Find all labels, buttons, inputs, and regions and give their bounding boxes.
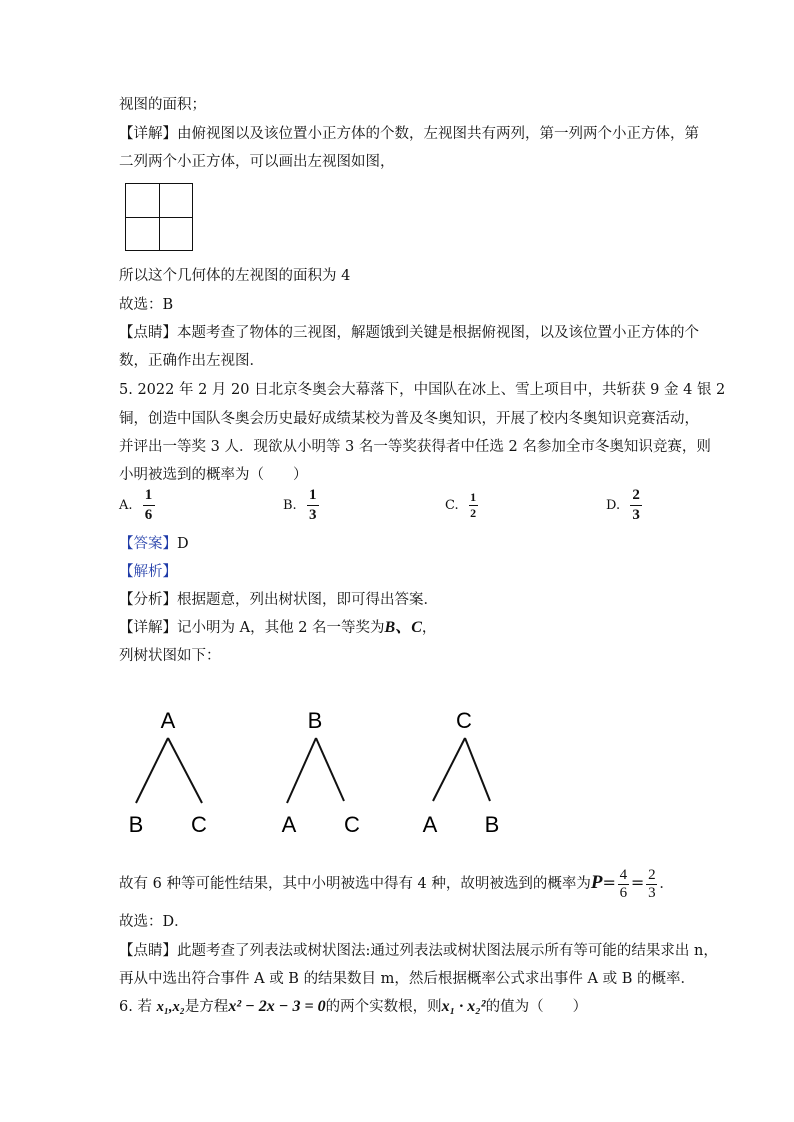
option-a-label: A. xyxy=(119,498,133,513)
q5-dianjing-line-2: 再从中选出符合事件 A 或 B 的结果数目 m，然后根据概率公式求出事件 A 或 B 的概率． xyxy=(119,971,695,987)
dianjing-tag: 【点睛】 xyxy=(119,325,177,341)
result-text: 故有 6 种等可能性结果，其中小明被选中得有 4 种，故明被选到的概率为 xyxy=(119,876,591,892)
tree-intro: 列树状图如下： xyxy=(119,648,221,664)
result-fraction-1: $\frac{4}{6}$ xyxy=(619,866,628,901)
fenxi-tag: 【分析】 xyxy=(119,592,177,608)
tree-diagram xyxy=(0,700,794,850)
q5-detail-text: 记小明为 A，其他 2 名一等奖为 xyxy=(177,620,385,636)
detail-line-1 xyxy=(119,124,699,144)
tree-b-root: B xyxy=(307,708,323,733)
result-p: P xyxy=(590,872,603,893)
q5-dianjing-line-1 xyxy=(119,941,718,961)
tree-c-root: C xyxy=(456,708,472,733)
tree-b-right: C xyxy=(344,812,360,837)
option-a-fraction: $\frac{1}{6}$ xyxy=(143,487,155,524)
answer-tag: 【答案】 xyxy=(119,536,177,552)
detail-tag: 【详解】 xyxy=(119,126,177,142)
tree-b-left-branch xyxy=(287,738,316,803)
detail-text: 由俯视图以及该位置小正方体的个数，左视图共有两列，第一列两个小正方体，第 xyxy=(177,126,699,142)
q6-end: 的值为（ ） xyxy=(485,999,588,1015)
q5-line-2: 铜，创造中国队冬奥会历史最好成绩某校为普及冬奥知识，开展了校内冬奥知识竞赛活动， xyxy=(119,411,699,427)
q6-line xyxy=(119,997,587,1017)
tree-c xyxy=(423,708,500,837)
option-d xyxy=(606,487,642,524)
option-b-label: B. xyxy=(283,498,297,513)
q6-mid2: 的两个实数根，则 xyxy=(325,999,442,1015)
grid-horizontal-divider xyxy=(126,217,192,218)
tree-b-right-branch xyxy=(316,738,344,801)
answer-line xyxy=(119,534,189,554)
tree-c-right: B xyxy=(484,812,500,837)
q6-mid: 是方程 xyxy=(184,999,229,1015)
q5-line-4: 小明被选到的概率为（ ） xyxy=(119,467,308,483)
result-end: ． xyxy=(659,876,674,892)
q6-expr: x₁ · x₂² xyxy=(441,998,486,1015)
choose-b: 故选：B xyxy=(119,297,174,313)
fenxi-text: 根据题意，列出树状图，即可得出答案． xyxy=(177,592,438,608)
tree-a-left-branch xyxy=(136,738,168,803)
q5-dianjing-tag: 【点睛】 xyxy=(119,943,177,959)
option-b xyxy=(283,487,319,524)
area-statement: 所以这个几何体的左视图的面积为 4 xyxy=(119,268,351,284)
option-d-fraction: $\frac{2}{3}$ xyxy=(630,487,642,524)
tree-a xyxy=(129,708,207,837)
analysis-tag: 【解析】 xyxy=(119,564,177,580)
q6-vars: x₁,x₂ xyxy=(156,999,185,1015)
tree-a-right-branch xyxy=(168,738,202,803)
tree-b xyxy=(282,708,360,837)
q5-line-1: 5. 2022 年 2 月 20 日北京冬奥会大幕落下，中国队在冰上、雪上项目中，共斩获 9 金 4 银 2 xyxy=(119,382,726,398)
q6-prefix: 6. 若 xyxy=(119,999,152,1015)
fenxi-line xyxy=(119,590,438,610)
tree-b-left: A xyxy=(281,812,297,837)
tree-c-left-branch xyxy=(433,738,465,801)
option-c-label: C. xyxy=(445,498,459,513)
q5-detail-tag: 【详解】 xyxy=(119,620,177,636)
left-view-grid xyxy=(125,183,193,251)
answer-value: D xyxy=(177,536,189,552)
dianjing-text: 本题考查了物体的三视图，解题饿到关键是根据俯视图，以及该位置小正方体的个 xyxy=(177,325,699,341)
q5-detail-line xyxy=(119,618,436,638)
q5-line-3: 并评出一等奖 3 人．现欲从小明等 3 名一等奖获得者中任选 2 名参加全市冬奥知识竞赛，则 xyxy=(119,439,711,455)
detail-line-2: 二列两个小正方体，可以画出左视图如图， xyxy=(119,154,395,170)
option-a xyxy=(119,487,155,524)
result-fraction-2: $\frac{2}{3}$ xyxy=(648,866,656,901)
option-c-fraction: $\frac{1}{2}$ xyxy=(470,490,477,520)
text-line-1: 视图的面积； xyxy=(119,97,206,113)
q5-detail-end: ， xyxy=(421,620,437,636)
q5-detail-vars: B、C xyxy=(384,619,422,636)
option-b-fraction: $\frac{1}{3}$ xyxy=(307,487,319,524)
tree-a-left: B xyxy=(128,812,144,837)
analysis-line xyxy=(119,562,177,582)
tree-c-left: A xyxy=(422,812,438,837)
q6-equation: x² − 2x − 3 = 0 xyxy=(228,998,326,1015)
dianjing-line-2: 数，正确作出左视图． xyxy=(119,353,264,369)
tree-a-root: A xyxy=(160,708,176,733)
tree-c-right-branch xyxy=(465,738,490,801)
choose-d: 故选：D． xyxy=(119,914,189,930)
option-d-label: D. xyxy=(606,498,621,513)
q5-dianjing-text-1: 此题考查了列表法或树状图法:通过列表法或树状图法展示所有等可能的结果求出 n， xyxy=(177,943,718,959)
result-line: 故有 6 种等可能性结果，其中小明被选中得有 4 种，故明被选到的概率为P= $\frac{4}{6}$ = $\frac{2}{3}$ ． xyxy=(119,866,674,901)
option-c xyxy=(445,491,478,520)
dianjing-line-1 xyxy=(119,323,699,343)
tree-a-right: C xyxy=(191,812,207,837)
